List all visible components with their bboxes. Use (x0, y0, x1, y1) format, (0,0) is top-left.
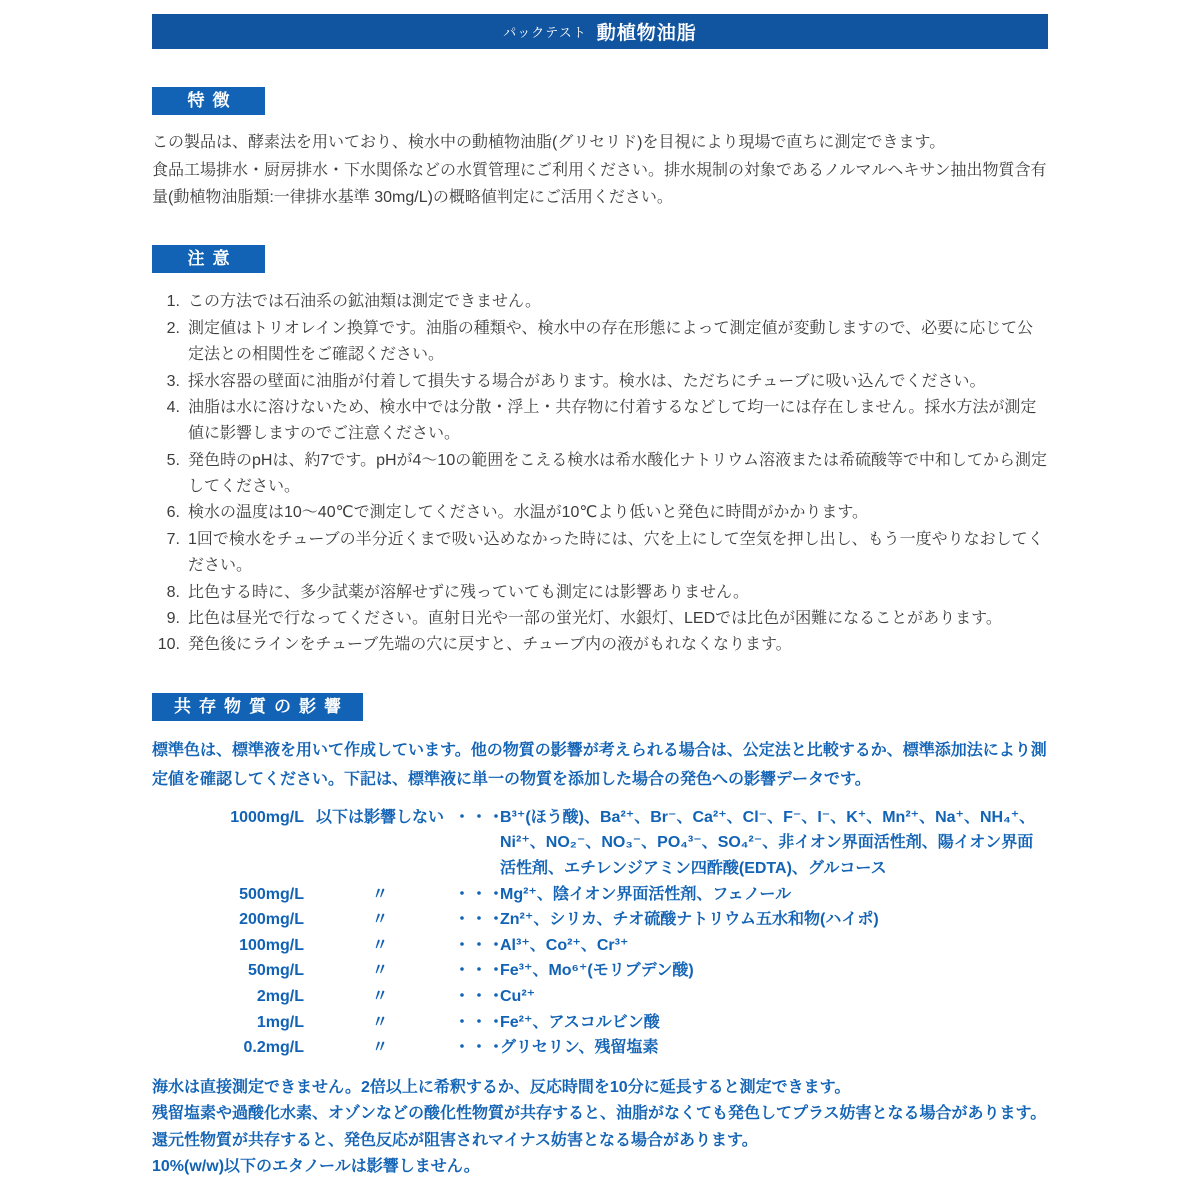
dots-separator: ・・・ (454, 808, 506, 826)
list-item (152, 580, 1048, 606)
list-item (152, 289, 1048, 315)
dots-separator: ・・・ (454, 1013, 506, 1031)
caution-list (152, 289, 1048, 658)
concentration-cell: 500mg/L (239, 885, 304, 903)
concentration-cell: 100mg/L (239, 936, 304, 954)
list-text: 採水容器の壁面に油脂が付着して損失する場合があります。検水は、ただちにチューブに吸い込んでください。 (188, 372, 986, 390)
substances-cell: Zn²⁺、シリカ、チオ硫酸ナトリウム五水和物(ハイポ) (500, 911, 879, 929)
list-number: 2. (166, 319, 180, 337)
substances-cell: グリセリン、残留塩素 (500, 1039, 659, 1057)
substances-cell: Fe³⁺、Mo⁶⁺(モリブデン酸) (500, 962, 694, 980)
condition-cell: 〃 (371, 936, 388, 954)
list-text: この方法では石油系の鉱油類は測定できません。 (188, 293, 541, 311)
list-item (152, 448, 1048, 501)
list-number: 3. (166, 372, 180, 390)
substances-cell: Cu²⁺ (500, 987, 536, 1005)
section-cautions (152, 245, 1048, 659)
concentration-cell: 1mg/L (256, 1013, 304, 1031)
interference-table (152, 805, 1048, 1061)
page (152, 0, 1048, 1180)
condition-cell: 〃 (371, 1039, 388, 1057)
list-text: 発色後にラインをチューブ先端の穴に戻すと、チューブ内の液がもれなくなります。 (188, 636, 792, 654)
condition-cell: 〃 (371, 885, 388, 903)
dots-separator: ・・・ (454, 911, 506, 929)
list-number: 4. (166, 398, 180, 416)
list-number: 6. (166, 504, 180, 522)
footnote: 残留塩素や過酸化水素、オゾンなどの酸化性物質が共存すると、油脂がなくても発色してプラス妨害となる場合があります。 (152, 1105, 1047, 1123)
list-item (152, 316, 1048, 369)
footnote: 10%(w/w)以下のエタノールは影響しません。 (152, 1157, 480, 1175)
list-text: 測定値はトリオレイン換算です。油脂の種類や、検水中の存在形態によって測定値が変動しますので、必要に応じて公定法との相関性をご確認ください。 (188, 319, 1034, 364)
list-number: 5. (166, 451, 180, 469)
list-item (152, 527, 1048, 580)
list-item (152, 395, 1048, 448)
substances-cell: Fe²⁺、アスコルビン酸 (500, 1013, 660, 1031)
condition-cell: 〃 (371, 987, 388, 1005)
list-text: 検水の温度は10〜40℃で測定してください。水温が10℃より低いと発色に時間がかかります。 (188, 504, 869, 522)
concentration-cell: 0.2mg/L (243, 1039, 304, 1057)
list-number: 9. (166, 610, 180, 628)
section-features (152, 87, 1048, 211)
product-type-label: パックテスト (503, 25, 587, 40)
list-item (152, 369, 1048, 395)
concentration-cell: 50mg/L (247, 962, 304, 980)
section-heading-features: 特徴 (152, 87, 265, 115)
list-text: 1回で検水をチューブの半分近くまで吸い込めなかった時には、穴を上にして空気を押し出し、もう一度やりなおしてください。 (188, 530, 1044, 575)
table-row (152, 1010, 1048, 1036)
list-number: 8. (166, 583, 180, 601)
condition-cell: 〃 (371, 911, 388, 929)
condition-cell: 以下は影響しない (315, 808, 444, 826)
condition-cell: 〃 (371, 962, 388, 980)
dots-separator: ・・・ (454, 987, 506, 1005)
section-heading-cautions: 注意 (152, 245, 265, 273)
features-paragraph-1: この製品は、酵素法を用いており、検水中の動植物油脂(グリセリド)を目視により現場で直ちに測定できます。 (152, 134, 946, 152)
footnote: 海水は直接測定できません。2倍以上に希釈するか、反応時間を10分に延長すると測定できます。 (152, 1078, 851, 1096)
substances-cell: B³⁺(ほう酸)、Ba²⁺、Br⁻、Ca²⁺、Cl⁻、F⁻、I⁻、K⁺、Mn²⁺、Na⁺、NH₄⁺、Ni²⁺、NO₂⁻、NO₃⁻、PO₄³⁻、SO₄²⁻、非イオン界面活性剤、陽イオン界面活性剤、エチレンジアミン四酢酸(EDTA)、グルコース (500, 808, 1036, 877)
interference-footnotes (152, 1075, 1048, 1181)
list-item (152, 606, 1048, 632)
section-heading-interference: 共存物質の影響 (152, 693, 363, 721)
list-number: 7. (166, 530, 180, 548)
dots-separator: ・・・ (454, 936, 506, 954)
section-interference (152, 693, 1048, 1180)
list-text: 発色時のpHは、約7です。pHが4〜10の範囲をこえる検水は希水酸化ナトリウム溶液または希硫酸等で中和してから測定してください。 (188, 451, 1048, 496)
list-text: 比色する時に、多少試薬が溶解せずに残っていても測定には影響ありません。 (188, 583, 749, 601)
substances-cell: Mg²⁺、陰イオン界面活性剤、フェノール (500, 885, 792, 903)
title-bar (152, 14, 1048, 49)
concentration-cell: 200mg/L (239, 911, 304, 929)
table-row (152, 882, 1048, 908)
condition-cell: 〃 (371, 1013, 388, 1031)
interference-intro: 標準色は、標準液を用いて作成しています。他の物質の影響が考えられる場合は、公定法と比較するか、標準添加法により測定値を確認してください。下記は、標準液に単一の物質を添加した場合の発色への影響データです。 (152, 742, 1047, 788)
list-item (152, 500, 1048, 526)
dots-separator: ・・・ (454, 1039, 506, 1057)
table-row (152, 984, 1048, 1010)
list-text: 油脂は水に溶けないため、検水中では分散・浮上・共存物に付着するなどして均一には存在しません。採水方法が測定値に影響しますのでご注意ください。 (188, 398, 1037, 443)
list-number: 10. (157, 636, 180, 654)
features-paragraph-2: 食品工場排水・厨房排水・下水関係などの水質管理にご利用ください。排水規制の対象であるノルマルヘキサン抽出物質含有量(動植物油脂類:一律排水基準 30mg/L)の概略値判定にご活用ください。 (152, 161, 1047, 206)
table-row (152, 958, 1048, 984)
concentration-cell: 2mg/L (256, 987, 304, 1005)
concentration-cell: 1000mg/L (230, 808, 304, 826)
dots-separator: ・・・ (454, 885, 506, 903)
table-row (152, 933, 1048, 959)
list-text: 比色は昼光で行なってください。直射日光や一部の蛍光灯、水銀灯、LEDでは比色が困難になることがあります。 (188, 610, 1002, 628)
dots-separator: ・・・ (454, 962, 506, 980)
substances-cell: Al³⁺、Co²⁺、Cr³⁺ (500, 936, 629, 954)
list-item (152, 632, 1048, 658)
page-title: 動植物油脂 (596, 23, 697, 44)
table-row (152, 805, 1048, 882)
table-row (152, 1035, 1048, 1061)
table-row (152, 907, 1048, 933)
footnote: 還元性物質が共存すると、発色反応が阻害されマイナス妨害となる場合があります。 (152, 1131, 758, 1149)
list-number: 1. (166, 293, 180, 311)
